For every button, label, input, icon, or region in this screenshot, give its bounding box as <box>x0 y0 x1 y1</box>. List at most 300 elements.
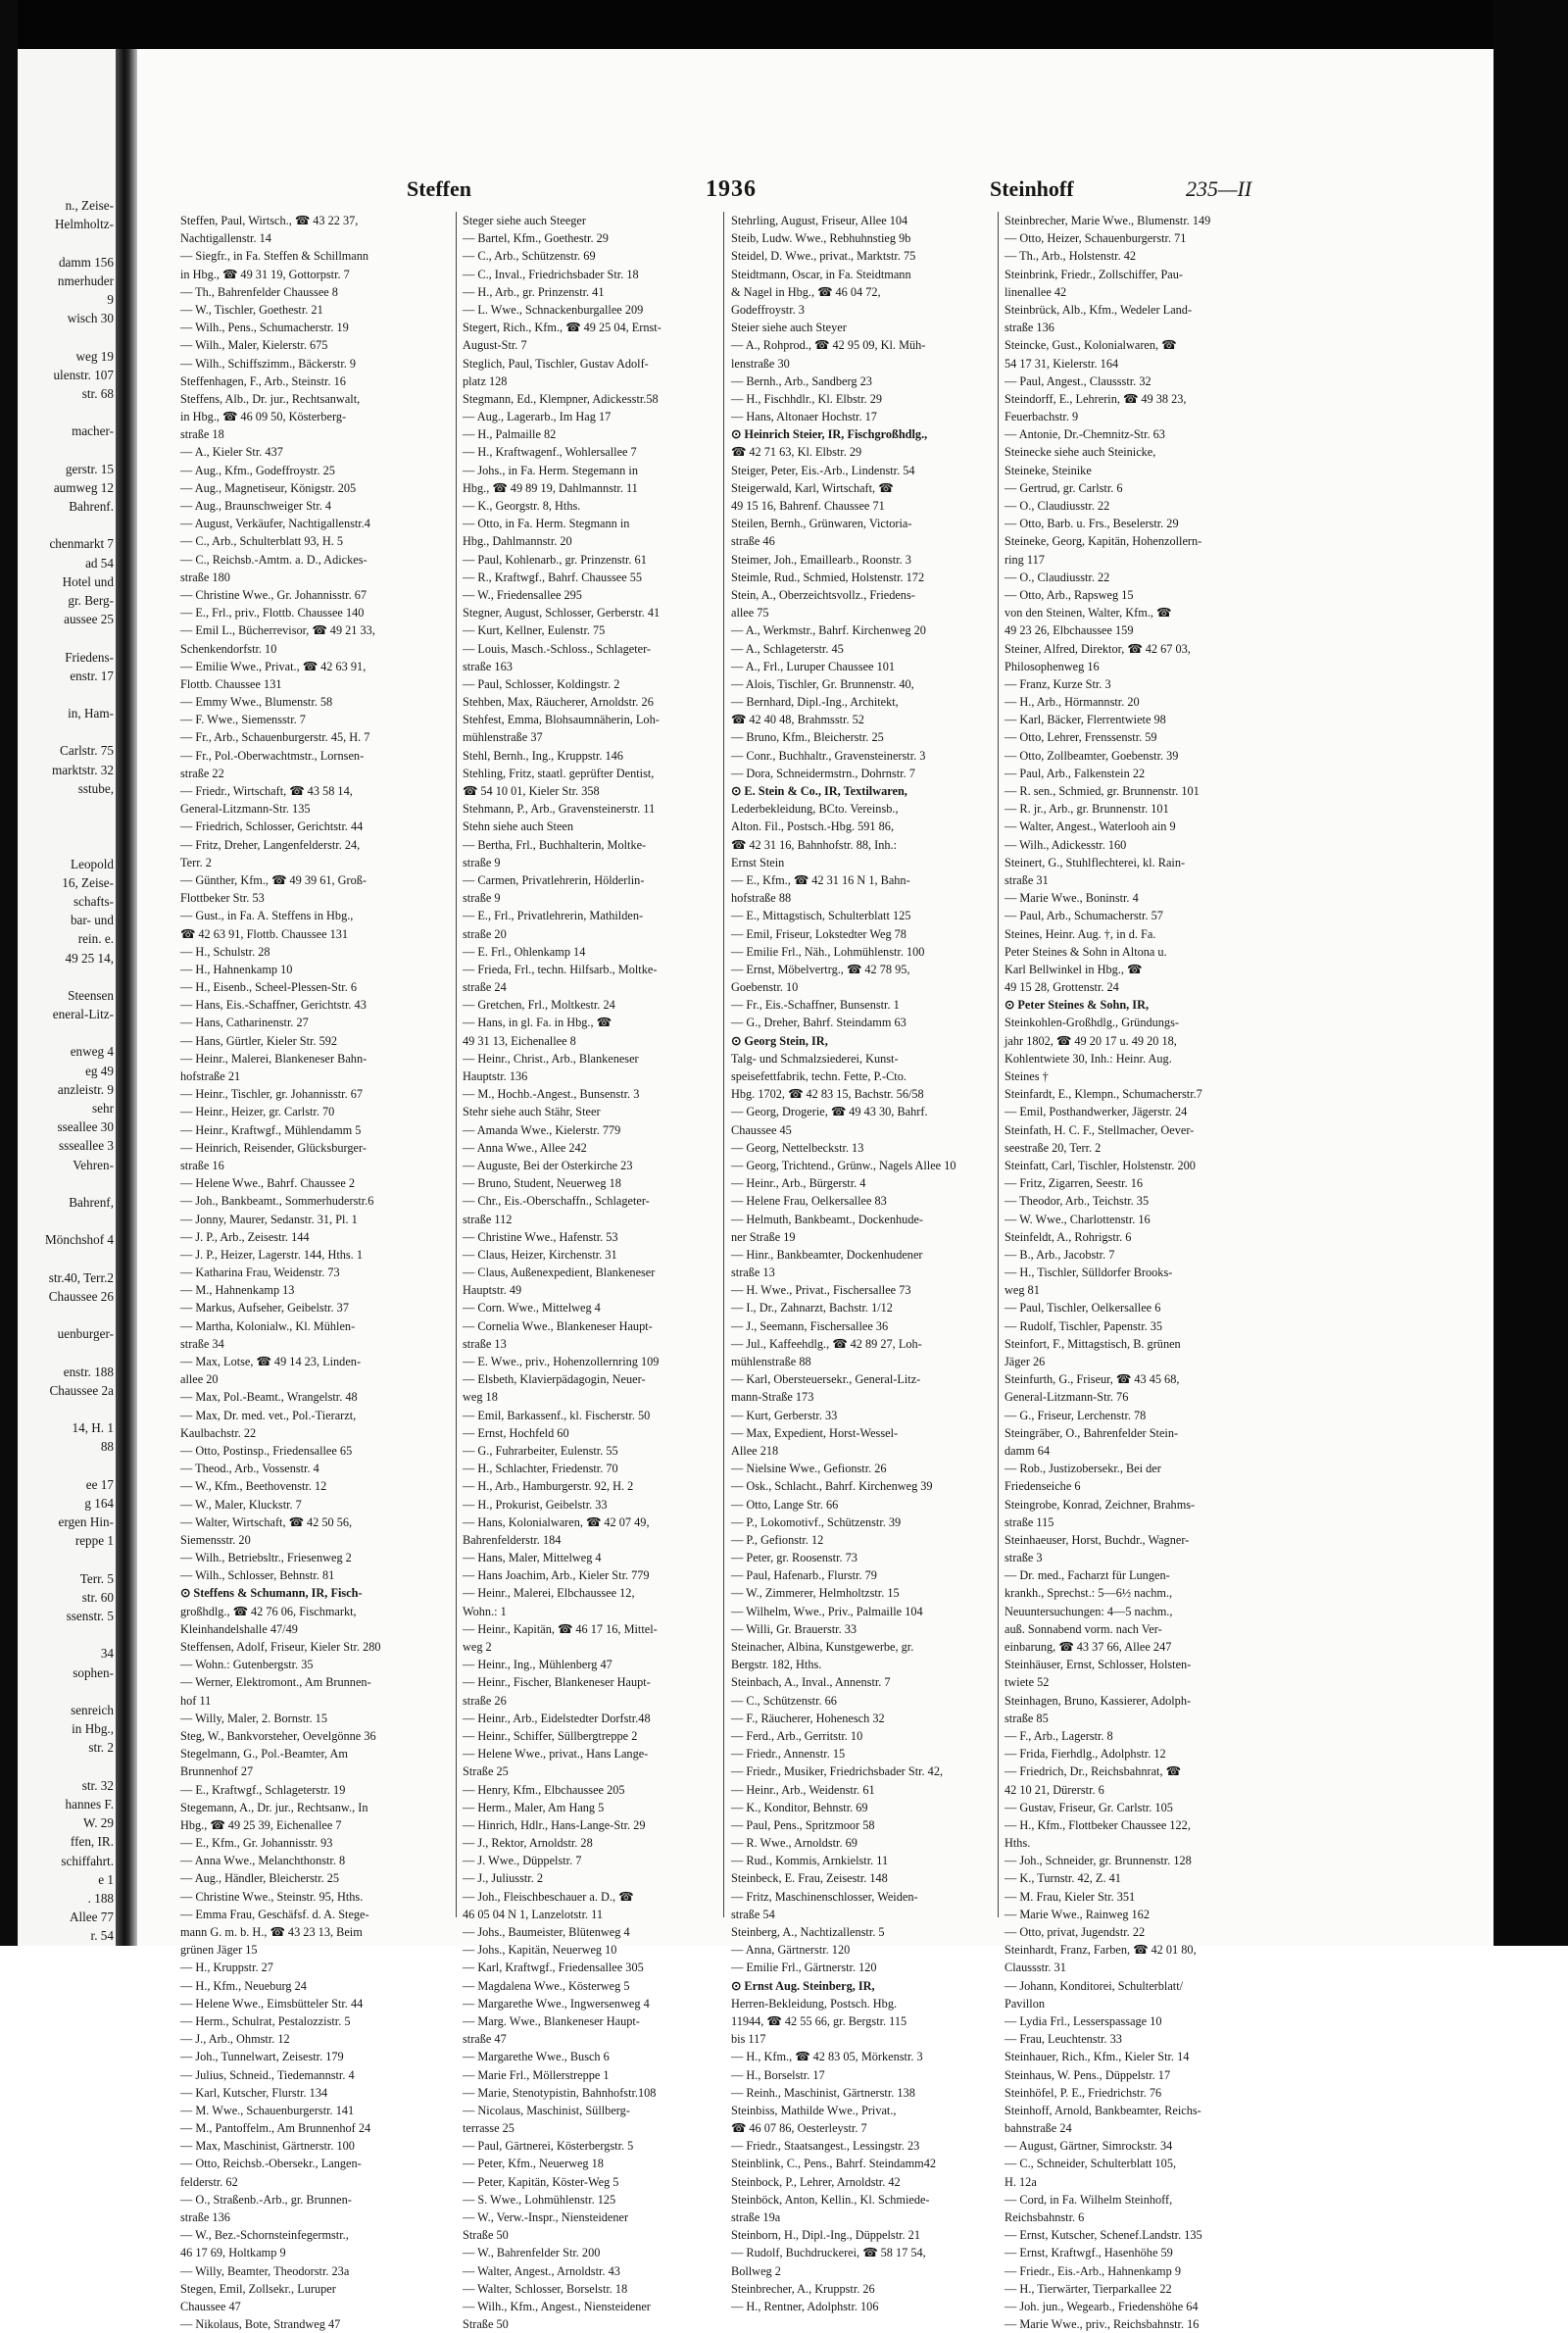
fragment-line <box>18 628 120 647</box>
fragment-line <box>18 722 120 741</box>
directory-line: — F., Räucherer, Hohenesch 32 <box>731 1711 885 1725</box>
directory-line: ner Straße 19 <box>731 1229 796 1244</box>
previous-page-fragments <box>18 196 120 1983</box>
directory-line: — Otto, Heizer, Schauenburgerstr. 71 <box>1004 231 1187 246</box>
fragment-line: Bahrenf, <box>69 1194 114 1210</box>
directory-line: — Emmy Wwe., Blumenstr. 58 <box>180 695 333 710</box>
directory-line: Chaussee 45 <box>731 1122 792 1137</box>
fragment-line: 14, H. 1 <box>72 1420 114 1436</box>
directory-line: Steineke, Georg, Kapitän, Hohenzollern- <box>1004 534 1202 549</box>
directory-line: — G., Fuhrarbeiter, Eulenstr. 55 <box>463 1443 618 1458</box>
directory-line: — M., Hahnenkamp 13 <box>180 1283 295 1298</box>
directory-line: Steinhaeuser, Horst, Buchdr., Wagner- <box>1004 1532 1190 1547</box>
fragment-line: g 164 <box>84 1495 114 1511</box>
directory-line: Stehben, Max, Räucherer, Arnoldstr. 26 <box>463 695 654 710</box>
fragment-line: senreich <box>71 1703 114 1717</box>
fragment-line: 49 25 14, <box>65 950 114 966</box>
directory-line: — Henry, Kfm., Elbchaussee 205 <box>463 1782 625 1797</box>
directory-line: — Margarethe Wwe., Busch 6 <box>463 2050 610 2064</box>
directory-line: Steinberg, A., Nachtizallenstr. 5 <box>731 1925 885 1939</box>
directory-line: — Gust., in Fa. A. Steffens in Hbg., <box>180 909 354 923</box>
directory-line: — Wilh., Maler, Kielerstr. 675 <box>180 338 328 353</box>
directory-line: Steinhagen, Bruno, Kassierer, Adolph- <box>1004 1693 1192 1708</box>
scan-border-left <box>0 0 18 1961</box>
directory-line: — Hans, Gürtler, Kieler Str. 592 <box>180 1033 338 1048</box>
directory-line: Steinbiss, Mathilde Wwe., Privat., <box>731 2103 897 2117</box>
directory-line: — Conr., Buchhaltr., Gravensteinerstr. 3 <box>731 748 926 763</box>
directory-line: — Otto, Zollbeamter, Goebenstr. 39 <box>1004 748 1179 763</box>
directory-line: allee 75 <box>731 606 769 620</box>
directory-line: — J., Seemann, Fischersallee 36 <box>731 1318 889 1333</box>
directory-line: Stehling, Fritz, staatl. geprüfter Dentist, <box>463 766 655 780</box>
directory-line: — Bertha, Frl., Buchhalterin, Moltke- <box>463 837 647 852</box>
directory-line: 46 05 04 N 1, Lanzelotstr. 11 <box>463 1907 603 1921</box>
directory-line: ⊙ Steffens & Schumann, IR, Fisch- <box>180 1586 363 1601</box>
directory-line: — Chr., Eis.-Oberschaffn., Schlageter- <box>463 1194 650 1209</box>
directory-line: straße 31 <box>1004 872 1049 887</box>
directory-line: — W., Bez.-Schornsteinfegermstr., <box>180 2228 349 2243</box>
directory-line: ⊙ Ernst Aug. Steinberg, IR, <box>731 1978 875 1993</box>
directory-line: Steinhauer, Rich., Kfm., Kieler Str. 14 <box>1004 2050 1190 2064</box>
fragment-line <box>18 516 120 534</box>
fragment-line: n., Zeise- <box>65 198 114 213</box>
directory-line: — Joh., Bankbeamt., Sommerhuderstr.6 <box>180 1194 374 1209</box>
directory-line: Straße 25 <box>463 1764 509 1779</box>
fragment-line: gr. Berg- <box>68 592 114 608</box>
directory-line: grünen Jäger 15 <box>180 1943 258 1958</box>
directory-line: Hbg. 1702, ☎ 42 83 15, Bachstr. 56/58 <box>731 1087 924 1102</box>
directory-line: — H., Palmaille 82 <box>463 427 557 442</box>
directory-line: ⊙ Heinrich Steier, IR, Fischgroßhdlg., <box>731 427 928 442</box>
directory-line: — Friedr., Wirtschaft, ☎ 43 58 14, <box>180 784 353 798</box>
directory-line: Flottb. Chaussee 131 <box>180 676 282 691</box>
directory-line: — Th., Bahrenfelder Chaussee 8 <box>180 284 338 299</box>
directory-line: — Wohn.: Gutenbergstr. 35 <box>180 1658 314 1672</box>
directory-line: Steinhoff, Arnold, Bankbeamter, Reichs- <box>1004 2103 1201 2117</box>
directory-line: Stegert, Rich., Kfm., ☎ 49 25 04, Ernst- <box>463 321 662 335</box>
directory-line: Hbg., Dahlmannstr. 20 <box>463 534 572 549</box>
directory-line: straße 13 <box>731 1266 775 1280</box>
fragment-line <box>18 1212 120 1230</box>
directory-line: — A., Werkmstr., Bahrf. Kirchenweg 20 <box>731 623 926 638</box>
fragment-line: sehr <box>92 1101 114 1116</box>
directory-line: — Ernst, Kutscher, Schenef.Landstr. 135 <box>1004 2228 1202 2243</box>
directory-line: 46 17 69, Holtkamp 9 <box>180 2246 286 2260</box>
directory-line: Bergstr. 182, Hths. <box>731 1658 822 1672</box>
directory-line: — Hans, Catharinenstr. 27 <box>180 1016 309 1030</box>
directory-line: — C., Inval., Friedrichsbader Str. 18 <box>463 267 639 281</box>
running-head-year: 1936 <box>706 176 757 202</box>
directory-line: — H., Prokurist, Geibelstr. 33 <box>463 1497 608 1512</box>
fragment-line: e 1 <box>98 1871 114 1887</box>
directory-line: straße 3 <box>1004 1551 1043 1565</box>
directory-line: mühlenstraße 88 <box>731 1355 811 1368</box>
directory-line: — Amanda Wwe., Kielerstr. 779 <box>463 1122 621 1137</box>
directory-line: Steigerwald, Karl, Wirtschaft, ☎ <box>731 480 894 495</box>
directory-line: mühlenstraße 37 <box>463 730 543 745</box>
directory-line: — Emil, Friseur, Lokstedter Weg 78 <box>731 926 906 941</box>
directory-line: Pavillon <box>1004 1996 1045 2010</box>
directory-line: — Karl, Kutscher, Flurstr. 134 <box>180 2085 328 2100</box>
directory-line: — Cord, in Fa. Wilhelm Steinhoff, <box>1004 2192 1173 2207</box>
directory-line: Steinbeck, E. Frau, Zeisestr. 148 <box>731 1871 888 1886</box>
directory-line: — W., Zimmerer, Helmholtzstr. 15 <box>731 1586 900 1601</box>
directory-line: straße 136 <box>1004 321 1054 335</box>
directory-line: — J., Arb., Ohmstr. 12 <box>180 2032 290 2047</box>
directory-line: — H., Kfm., Neueburg 24 <box>180 1978 307 1993</box>
directory-line: — Marie Frl., Möllerstreppe 1 <box>463 2067 610 2082</box>
directory-line: — Wilh., Adickesstr. 160 <box>1004 837 1127 852</box>
directory-line: — E. Frl., Ohlenkamp 14 <box>463 944 586 959</box>
fragment-line: eg 49 <box>85 1063 114 1078</box>
directory-line: — Nielsine Wwe., Gefionstr. 26 <box>731 1462 887 1476</box>
directory-line: — W., Verw.-Inspr., Niensteidener <box>463 2210 629 2224</box>
directory-line: — C., Arb., Schützenstr. 69 <box>463 249 596 264</box>
directory-line: Steier siehe auch Steyer <box>731 321 847 335</box>
fragment-line: gerstr. 15 <box>65 461 114 476</box>
directory-line: — Paul, Kohlenarb., gr. Prinzenstr. 61 <box>463 552 647 567</box>
directory-line: straße 9 <box>463 855 501 869</box>
directory-line: Steinbock, P., Lehrer, Arnoldstr. 42 <box>731 2174 901 2189</box>
fragment-line: aussee 25 <box>64 612 114 627</box>
directory-line: Steinhöfel, P. E., Friedrichstr. 76 <box>1004 2085 1162 2100</box>
directory-line: lenstraße 30 <box>731 356 790 371</box>
directory-line: — W., Friedensallee 295 <box>463 587 582 602</box>
directory-line: — Heinr., Kapitän, ☎ 46 17 16, Mittel- <box>463 1621 658 1636</box>
book-spine <box>116 49 137 1946</box>
directory-line: — Hinr., Bankbeamter, Dockenhudener <box>731 1247 923 1262</box>
directory-line: weg 2 <box>463 1640 492 1654</box>
fragment-line: ergen Hin- <box>58 1514 114 1530</box>
directory-line: — Heinr., Arb., Eidelstedter Dorfstr.48 <box>463 1711 651 1725</box>
directory-line: — H., Tierwärter, Tierparkallee 22 <box>1004 2281 1172 2296</box>
directory-line: — Otto, privat, Jugendstr. 22 <box>1004 1925 1146 1939</box>
fragment-line: ssenstr. 5 <box>66 1609 114 1624</box>
fragment-line: 16, Zeise- <box>62 874 114 890</box>
directory-line: H. 12a <box>1004 2174 1037 2189</box>
directory-line: hofstraße 21 <box>180 1069 241 1083</box>
directory-line: straße 26 <box>463 1693 507 1708</box>
directory-line: — Siegfr., in Fa. Steffen & Schillmann <box>180 249 369 264</box>
directory-line: Steinhaus, W. Pens., Düppelstr. 17 <box>1004 2067 1171 2082</box>
fragment-line: str. 2 <box>88 1740 114 1756</box>
fragment-line: ulenstr. 107 <box>53 367 114 382</box>
fragment-line: Mönchshof 4 <box>45 1232 114 1248</box>
directory-line: — Friedr., Annenstr. 15 <box>731 1747 846 1762</box>
directory-line: Steinfath, H. C. F., Stellmacher, Oever- <box>1004 1122 1195 1137</box>
directory-line: Straße 50 <box>463 2228 509 2243</box>
directory-line: — A., Schlageterstr. 45 <box>731 641 844 656</box>
directory-line: — Joh., Schneider, gr. Brunnenstr. 128 <box>1004 1854 1192 1868</box>
directory-line: Steidtmann, Oscar, in Fa. Steidtmann <box>731 267 911 281</box>
directory-line: Steinbach, A., Inval., Annenstr. 7 <box>731 1675 891 1690</box>
fragment-line: sseallee 30 <box>57 1119 114 1135</box>
directory-line: — C., Schneider, Schulterblatt 105, <box>1004 2157 1177 2171</box>
directory-line: — Fr., Arb., Schauenburgerstr. 45, H. 7 <box>180 730 370 745</box>
directory-line: Wohn.: 1 <box>463 1604 507 1618</box>
directory-line: Steffensen, Adolf, Friseur, Kieler Str. 280 <box>180 1640 381 1654</box>
directory-line: — Herm., Maler, Am Hang 5 <box>463 1800 605 1814</box>
directory-line: — Paul, Gärtnerei, Kösterbergstr. 5 <box>463 2139 634 2154</box>
directory-line: — Friedr., Musiker, Friedrichsbader Str. 42, <box>731 1764 944 1779</box>
directory-line: — Helene Wwe., Bahrf. Chaussee 2 <box>180 1176 356 1191</box>
directory-line: — Aug., Braunschweiger Str. 4 <box>180 499 332 513</box>
directory-line: — Karl, Bäcker, Flerrentwiete 98 <box>1004 713 1166 727</box>
directory-line: — W., Kfm., Beethovenstr. 12 <box>180 1479 327 1494</box>
directory-line: — Fr., Pol.-Oberwachtmstr., Lornsen- <box>180 748 365 763</box>
directory-line: Stehn siehe auch Steen <box>463 819 574 834</box>
directory-line: Steindorff, E., Lehrerin, ☎ 49 38 23, <box>1004 391 1187 406</box>
directory-line: — H., Kruppstr. 27 <box>180 1961 273 1975</box>
directory-line: — Aug., Magnetiseur, Königstr. 205 <box>180 480 357 495</box>
directory-line: straße 20 <box>463 926 507 941</box>
directory-line: — Marie Wwe., Rainweg 162 <box>1004 1907 1150 1921</box>
directory-line: Neuuntersuchungen: 4—5 nachm., <box>1004 1604 1173 1618</box>
directory-line: — Claus, Heizer, Kirchenstr. 31 <box>463 1247 617 1262</box>
fragment-line: ssseallee 3 <box>58 1138 114 1154</box>
fragment-line <box>18 1551 120 1569</box>
directory-line: — Hans, Eis.-Schaffner, Gerichtstr. 43 <box>180 998 367 1013</box>
directory-line: Stehmann, P., Arb., Gravensteinerstr. 11 <box>463 802 656 817</box>
directory-line: — R. sen., Schmied, gr. Brunnenstr. 101 <box>1004 784 1200 798</box>
directory-line: Steinbrecher, A., Kruppstr. 26 <box>731 2281 875 2296</box>
previous-page-edge <box>18 49 120 1946</box>
directory-line: straße 19a <box>731 2210 781 2224</box>
directory-line: — Bernhard, Dipl.-Ing., Architekt, <box>731 695 899 710</box>
directory-line: — Max, Dr. med. vet., Pol.-Tierarzt, <box>180 1408 357 1422</box>
directory-line: Steimer, Joh., Emaillearb., Roonstr. 3 <box>731 552 911 567</box>
directory-line: 49 15 16, Bahrenf. Chaussee 71 <box>731 499 885 513</box>
directory-line: — Gertrud, gr. Carlstr. 6 <box>1004 480 1123 495</box>
directory-line: — Werner, Elektromont., Am Brunnen- <box>180 1675 371 1690</box>
directory-line: — Heinr., Arb., Bürgerstr. 4 <box>731 1176 866 1191</box>
directory-line: ☎ 42 63 91, Flottb. Chaussee 131 <box>180 926 349 941</box>
directory-line: — Helene Wwe., privat., Hans Lange- <box>463 1747 649 1762</box>
directory-line: Steinfatt, Carl, Tischler, Holstenstr. 200 <box>1004 1158 1196 1172</box>
directory-line: Alton. Fil., Postsch.-Hbg. 591 86, <box>731 819 895 834</box>
directory-line: — Johs., Kapitän, Neuerweg 10 <box>463 1943 617 1958</box>
directory-line: — M., Pantoffelm., Am Brunnenhof 24 <box>180 2121 371 2136</box>
scan-border-right <box>1494 0 1568 1961</box>
directory-line: Steines † <box>1004 1069 1049 1083</box>
fragment-line: Helmholtz- <box>54 217 114 232</box>
directory-line: Nachtigallenstr. 14 <box>180 231 271 246</box>
directory-line: — Kurt, Kellner, Eulenstr. 75 <box>463 623 606 638</box>
directory-line: — M., Hochb.-Angest., Bunsenstr. 3 <box>463 1087 640 1102</box>
fragment-line: str. 32 <box>81 1777 114 1793</box>
directory-line: — Aug., Kfm., Godeffroystr. 25 <box>180 463 335 477</box>
directory-line: — E., Kfm., ☎ 42 31 16 N 1, Bahn- <box>731 872 910 887</box>
directory-line: — Hans, in gl. Fa. in Hbg., ☎ <box>463 1016 612 1030</box>
directory-line: — K., Turnstr. 42, Z. 41 <box>1004 1871 1121 1886</box>
directory-line: Bollweg 2 <box>731 2263 781 2278</box>
directory-line: — Reinh., Maschinist, Gärtnerstr. 138 <box>731 2085 915 2100</box>
directory-line: Talg- und Schmalzsiederei, Kunst- <box>731 1051 899 1066</box>
directory-line: straße 9 <box>463 891 501 906</box>
directory-line: Siemensstr. 20 <box>180 1532 251 1547</box>
directory-line: — H., Borselstr. 17 <box>731 2067 825 2082</box>
directory-line: — O., Claudiusstr. 22 <box>1004 570 1110 584</box>
directory-line: — K., Konditor, Behnstr. 69 <box>731 1800 868 1814</box>
directory-line: speisefettfabrik, techn. Fette, P.-Cto. <box>731 1069 906 1083</box>
directory-line: straße 46 <box>731 534 775 549</box>
directory-line: jahr 1802, ☎ 49 20 17 u. 49 20 18, <box>1004 1033 1177 1048</box>
directory-line: — Fr., Eis.-Schaffner, Bunsenstr. 1 <box>731 998 900 1013</box>
fragment-line <box>18 440 120 459</box>
directory-line: General-Litzmann-Str. 135 <box>180 802 311 817</box>
fragment-line: Hotel und <box>62 573 114 589</box>
directory-line: Steinhardt, Franz, Farben, ☎ 42 01 80, <box>1004 1943 1197 1958</box>
directory-line: — Martha, Kolonialw., Kl. Mühlen- <box>180 1318 356 1333</box>
directory-line: Steffen, Paul, Wirtsch., ☎ 43 22 37, <box>180 214 359 227</box>
directory-line: — W. Wwe., Charlottenstr. 16 <box>1004 1212 1151 1226</box>
directory-line: krankh., Sprechst.: 5—6½ nachm., <box>1004 1586 1173 1601</box>
directory-line: — Louis, Masch.-Schloss., Schlageter- <box>463 641 652 656</box>
directory-line: Flottbeker Str. 53 <box>180 891 265 906</box>
directory-line: — Paul, Hafenarb., Flurstr. 79 <box>731 1568 877 1583</box>
directory-line: ⊙ Georg Stein, IR, <box>731 1033 828 1048</box>
directory-line: 49 15 28, Grottenstr. 24 <box>1004 980 1119 995</box>
directory-line: — Georg, Nettelbeckstr. 13 <box>731 1140 864 1155</box>
directory-line: — Ernst, Hochfeld 60 <box>463 1425 569 1440</box>
directory-line: — Ferd., Arb., Gerritstr. 10 <box>731 1728 863 1743</box>
directory-line: — Heinr., Malerei, Blankeneser Bahn- <box>180 1051 368 1066</box>
directory-line: — Otto, Barb. u. Frs., Beselerstr. 29 <box>1004 517 1179 531</box>
directory-line: — H., Tischler, Sülldorfer Brooks- <box>1004 1266 1173 1280</box>
directory-line: seestraße 20, Terr. 2 <box>1004 1140 1102 1155</box>
running-head-left: Steffen <box>407 176 471 201</box>
directory-line: — H., Schulstr. 28 <box>180 944 270 959</box>
directory-line: — Max, Pol.-Beamt., Wrangelstr. 48 <box>180 1390 358 1405</box>
directory-line: Stehl, Bernh., Ing., Kruppstr. 146 <box>463 748 623 763</box>
directory-line: — W., Maler, Kluckstr. 7 <box>180 1497 302 1512</box>
directory-line: Steffenhagen, F., Arb., Steinstr. 16 <box>180 373 346 388</box>
directory-line: — Wilhelm, Wwe., Priv., Palmaille 104 <box>731 1604 923 1618</box>
directory-line: — Marg. Wwe., Blankeneser Haupt- <box>463 2013 640 2028</box>
directory-line: weg 18 <box>463 1390 498 1405</box>
fragment-line: macher- <box>72 423 114 439</box>
directory-line: — Jonny, Maurer, Sedanstr. 31, Pl. 1 <box>180 1212 358 1226</box>
directory-line: Steinbrecher, Marie Wwe., Blumenstr. 149 <box>1004 214 1211 227</box>
directory-line: & Nagel in Hbg., ☎ 46 04 72, <box>731 284 881 299</box>
directory-line: Jäger 26 <box>1004 1355 1046 1368</box>
directory-line: — Paul, Arb., Falkenstein 22 <box>1004 766 1146 780</box>
directory-line: Steinbrink, Friedr., Zollschiffer, Pau- <box>1004 267 1183 281</box>
directory-line: — H., Arb., Hörmannstr. 20 <box>1004 695 1140 710</box>
directory-line: — J. Wwe., Düppelstr. 7 <box>463 1854 582 1868</box>
directory-line: Ernst Stein <box>731 855 785 869</box>
directory-line: hof 11 <box>180 1693 212 1708</box>
directory-line: 49 23 26, Elbchaussee 159 <box>1004 623 1134 638</box>
directory-line: — Gretchen, Frl., Moltkestr. 24 <box>463 998 615 1013</box>
directory-line: — Fritz, Dreher, Langenfelderstr. 24, <box>180 837 361 852</box>
fragment-line <box>18 835 120 854</box>
directory-line: — Emil, Barkassenf., kl. Fischerstr. 50 <box>463 1408 651 1422</box>
directory-line: — Paul, Arb., Schumacherstr. 57 <box>1004 909 1163 923</box>
directory-line: — Rud., Kommis, Arnkielstr. 11 <box>731 1854 889 1868</box>
fragment-line: 88 <box>100 1439 114 1455</box>
directory-line: Steinblink, C., Pens., Bahrf. Steindamm42 <box>731 2157 937 2171</box>
directory-line: — Heinr., Heizer, gr. Carlstr. 70 <box>180 1105 335 1119</box>
directory-line: ☎ 42 40 48, Brahmsstr. 52 <box>731 713 864 727</box>
directory-line: — Wilh., Kfm., Angest., Niensteidener <box>463 2299 651 2313</box>
directory-line: straße 13 <box>463 1336 507 1351</box>
fragment-line: Chaussee 26 <box>48 1288 114 1304</box>
fragment-line: eneral-Litz- <box>52 1007 114 1022</box>
directory-column-3 <box>731 212 1009 2315</box>
directory-line: straße 115 <box>1004 1514 1054 1529</box>
fragment-line: damm 156 <box>58 254 114 270</box>
directory-line: — Friedr., Eis.-Arb., Hahnenkamp 9 <box>1004 2263 1181 2278</box>
directory-line: straße 22 <box>180 766 224 780</box>
directory-line: — E. Wwe., priv., Hohenzollernring 109 <box>463 1355 660 1368</box>
directory-line: — J., Rektor, Arnoldstr. 28 <box>463 1836 593 1851</box>
fragment-line: anzleistr. 9 <box>57 1081 114 1097</box>
directory-line: — Walter, Angest., Arnoldstr. 43 <box>463 2263 620 2278</box>
directory-line: — F., Arb., Lagerstr. 8 <box>1004 1728 1113 1743</box>
fragment-line: 9 <box>107 291 114 307</box>
directory-line: — Anna Wwe., Melanchthonstr. 8 <box>180 1854 346 1868</box>
directory-line: Stehr siehe auch Stähr, Steer <box>463 1105 601 1119</box>
directory-line: — Ernst, Möbelvertrg., ☎ 42 78 95, <box>731 962 910 976</box>
directory-line: 42 10 21, Dürerstr. 6 <box>1004 1782 1104 1797</box>
directory-line: in Hbg., ☎ 49 31 19, Gottorpstr. 7 <box>180 267 350 281</box>
directory-line: — Max, Maschinist, Gärtnerstr. 100 <box>180 2139 355 2154</box>
directory-line: — Bernh., Arb., Sandberg 23 <box>731 373 872 388</box>
directory-line: — P., Gefionstr. 12 <box>731 1532 824 1547</box>
directory-line: straße 85 <box>1004 1711 1049 1725</box>
directory-line: Kleinhandelshalle 47/49 <box>180 1621 298 1636</box>
directory-line: — Heinrich, Reisender, Glücksburger- <box>180 1140 367 1155</box>
directory-line: Hbg., ☎ 49 25 39, Eichenallee 7 <box>180 1817 342 1832</box>
directory-line: Chaussee 47 <box>180 2299 241 2313</box>
fragment-line: hannes F. <box>65 1796 114 1812</box>
fragment-line <box>18 685 120 704</box>
directory-line: — M. Wwe., Schauenburgerstr. 141 <box>180 2103 355 2117</box>
directory-line: — A., Frl., Luruper Chaussee 101 <box>731 659 896 673</box>
directory-line: — O., Straßenb.-Arb., gr. Brunnen- <box>180 2192 352 2207</box>
fragment-line: Friedens- <box>65 649 114 665</box>
fragment-line: Leopold <box>71 856 114 871</box>
directory-line: — Walter, Wirtschaft, ☎ 42 50 56, <box>180 1514 353 1529</box>
directory-line: — H., Kfm., Flottbeker Chaussee 122, <box>1004 1817 1191 1832</box>
directory-line: Stein, A., Oberzeichtsvollz., Friedens- <box>731 587 915 602</box>
directory-line: Stegmann, Ed., Klempner, Adickesstr.58 <box>463 391 659 406</box>
directory-line: Steinbrück, Alb., Kfm., Wedeler Land- <box>1004 302 1193 317</box>
directory-line: Straße 50 <box>463 2317 509 2332</box>
directory-line: — H., Arb., Hamburgerstr. 92, H. 2 <box>463 1479 634 1494</box>
directory-line: — E., Frl., Privatlehrerin, Mathilden- <box>463 909 644 923</box>
directory-line: — Otto, Arb., Rapsweg 15 <box>1004 587 1134 602</box>
fragment-line: schiffahrt. <box>61 1853 114 1868</box>
directory-line: — Emilie Frl., Näh., Lohmühlenstr. 100 <box>731 944 925 959</box>
directory-line: Brunnenhof 27 <box>180 1764 254 1779</box>
directory-line: — Paul, Tischler, Oelkersallee 6 <box>1004 1301 1161 1315</box>
fragment-line <box>18 233 120 252</box>
fragment-line: nmerhuder <box>57 273 114 288</box>
directory-line: straße 47 <box>463 2032 507 2047</box>
directory-line: von den Steinen, Walter, Kfm., ☎ <box>1004 606 1172 620</box>
directory-line: linenallee 42 <box>1004 284 1067 299</box>
directory-line: — Joh., Fleischbeschauer a. D., ☎ <box>463 1889 634 1904</box>
directory-line: 54 17 31, Kielerstr. 164 <box>1004 356 1119 371</box>
directory-line: — G., Dreher, Bahrf. Steindamm 63 <box>731 1016 906 1030</box>
directory-line: — Heinr., Tischler, gr. Johannisstr. 67 <box>180 1087 364 1102</box>
fragment-line: schafts- <box>73 893 114 909</box>
directory-line: — Friedrich, Dr., Reichsbahnrat, ☎ <box>1004 1764 1181 1779</box>
directory-line: — Corn. Wwe., Mittelweg 4 <box>463 1301 601 1315</box>
directory-line: — Ernst, Kraftwgf., Hasenhöhe 59 <box>1004 2246 1173 2260</box>
